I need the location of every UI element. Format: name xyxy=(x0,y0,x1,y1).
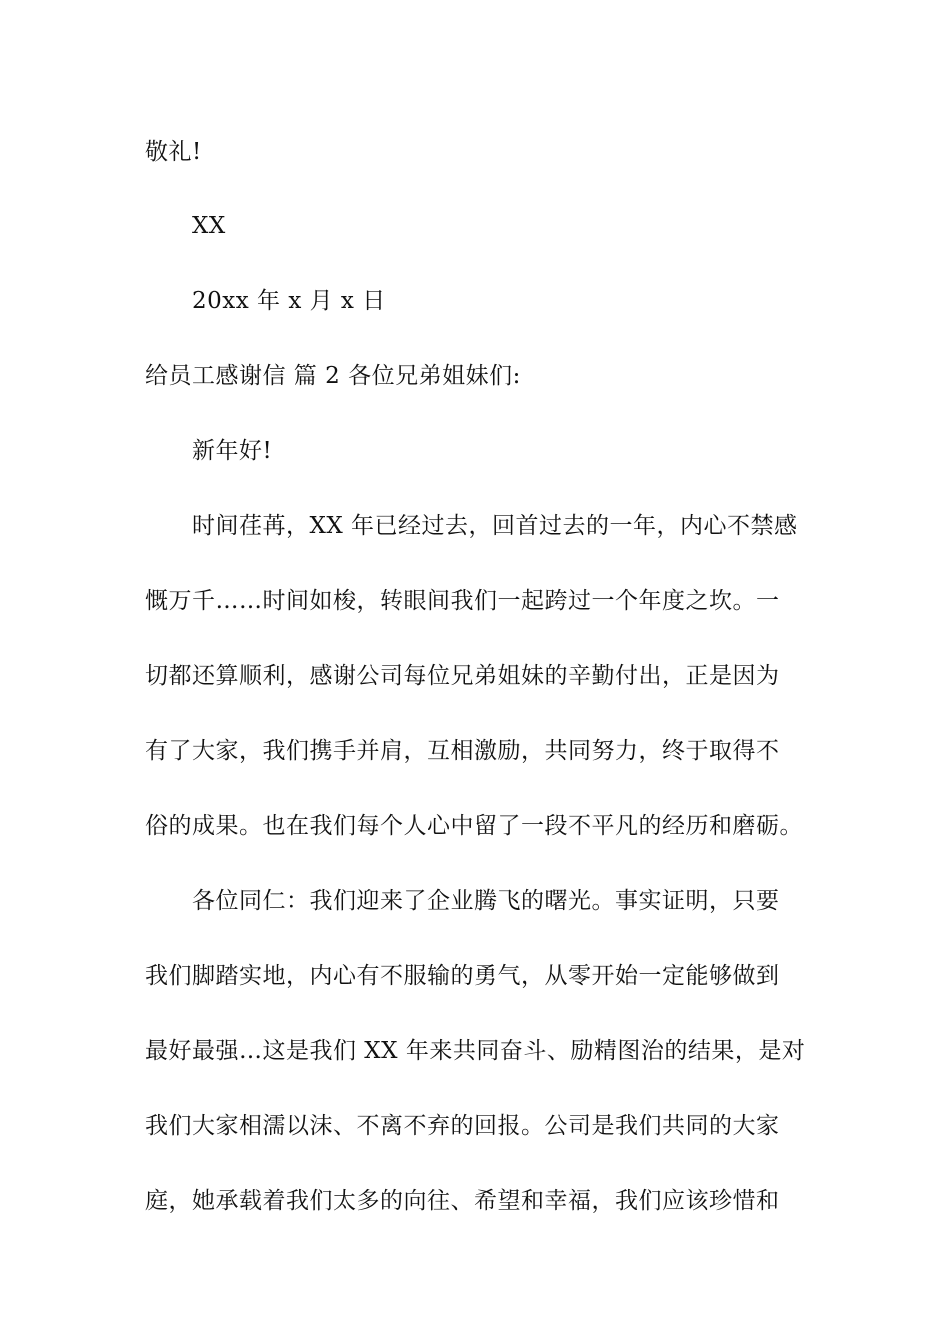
body-line: 各位同仁：我们迎来了企业腾飞的曙光。事实证明，只要 xyxy=(192,888,780,914)
body-line: 有了大家，我们携手并肩，互相激励，共同努力，终于取得不 xyxy=(145,738,780,764)
body-line: 我们大家相濡以沫、不离不弃的回报。公司是我们共同的大家 xyxy=(145,1113,780,1139)
body-line: 俗的成果。也在我们每个人心中留了一段不平凡的经历和磨砺。 xyxy=(145,813,803,839)
closing-line: 敬礼! xyxy=(145,139,202,165)
body-line: 切都还算顺利，感谢公司每位兄弟姐妹的辛勤付出，正是因为 xyxy=(145,663,780,689)
body-line: 慨万千……时间如梭，转眼间我们一起跨过一个年度之坎。一 xyxy=(145,588,780,614)
body-line: 我们脚踏实地，内心有不服输的勇气，从零开始一定能够做到 xyxy=(145,963,780,989)
body-line: 最好最强…这是我们 XX 年来共同奋斗、励精图治的结果，是对 xyxy=(145,1038,806,1064)
signature-line: XX xyxy=(192,213,226,239)
letter-heading: 给员工感谢信 篇 2 各位兄弟姐妹们: xyxy=(145,363,521,389)
body-line: 庭，她承载着我们太多的向往、希望和幸福，我们应该珍惜和 xyxy=(145,1188,780,1214)
date-line: 20xx 年 x 月 x 日 xyxy=(192,288,386,314)
greeting-line: 新年好! xyxy=(192,438,273,464)
body-line: 时间荏苒，XX 年已经过去，回首过去的一年，内心不禁感 xyxy=(192,513,798,539)
